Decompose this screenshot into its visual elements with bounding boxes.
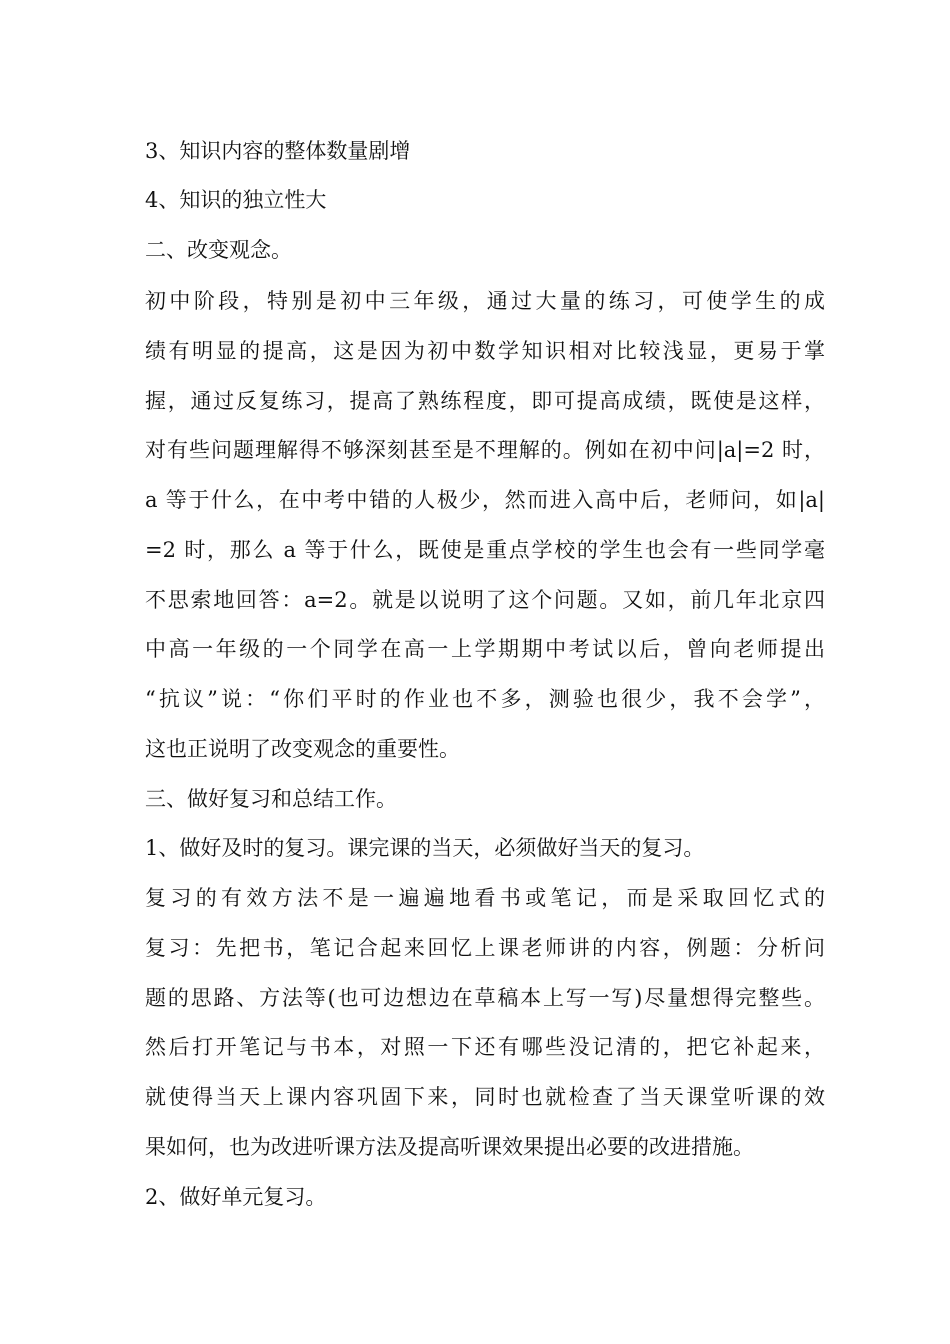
- paragraph-line: 就使得当天上课内容巩固下来，同时也就检查了当天课堂听课的效: [145, 1085, 825, 1109]
- section-heading-3: 三、做好复习和总结工作。: [145, 787, 397, 811]
- paragraph-line: 然后打开笔记与书本，对照一下还有哪些没记清的，把它补起来，: [145, 1035, 825, 1059]
- paragraph-line: 中高一年级的一个同学在高一上学期期中考试以后，曾向老师提出: [145, 637, 825, 661]
- paragraph-line: a 等于什么，在中考中错的人极少，然而进入高中后，老师问，如|a|: [145, 488, 825, 512]
- paragraph-line: “抗议”说：“你们平时的作业也不多，测验也很少，我不会学”，: [145, 687, 825, 711]
- subheading-2: 2、做好单元复习。: [145, 1185, 327, 1209]
- paragraph-line: 题的思路、方法等(也可边想边在草稿本上写一写)尽量想得完整些。: [145, 986, 825, 1010]
- paragraph-line: =2 时，那么 a 等于什么，既使是重点学校的学生也会有一些同学毫: [145, 538, 825, 562]
- list-item-4: 4、知识的独立性大: [145, 188, 327, 212]
- paragraph-line: 握，通过反复练习，提高了熟练程度，即可提高成绩，既使是这样，: [145, 389, 825, 413]
- paragraph-line: 果如何，也为改进听课方法及提高听课效果提出必要的改进措施。: [145, 1135, 754, 1159]
- paragraph-line: 复习：先把书，笔记合起来回忆上课老师讲的内容，例题：分析问: [145, 936, 825, 960]
- paragraph-line: 复习的有效方法不是一遍遍地看书或笔记，而是采取回忆式的: [145, 886, 825, 910]
- paragraph-line: 对有些问题理解得不够深刻甚至是不理解的。例如在初中问|a|=2 时，: [145, 438, 825, 462]
- paragraph-line: 初中阶段，特别是初中三年级，通过大量的练习，可使学生的成: [145, 289, 825, 313]
- subheading-1: 1、做好及时的复习。课完课的当天，必须做好当天的复习。: [145, 836, 705, 860]
- section-heading-2: 二、改变观念。: [145, 238, 292, 262]
- paragraph-line: 不思索地回答：a=2。就是以说明了这个问题。又如，前几年北京四: [145, 588, 825, 612]
- list-item-3: 3、知识内容的整体数量剧增: [145, 139, 411, 163]
- paragraph-line: 这也正说明了改变观念的重要性。: [145, 737, 460, 761]
- paragraph-line: 绩有明显的提高，这是因为初中数学知识相对比较浅显，更易于掌: [145, 339, 825, 363]
